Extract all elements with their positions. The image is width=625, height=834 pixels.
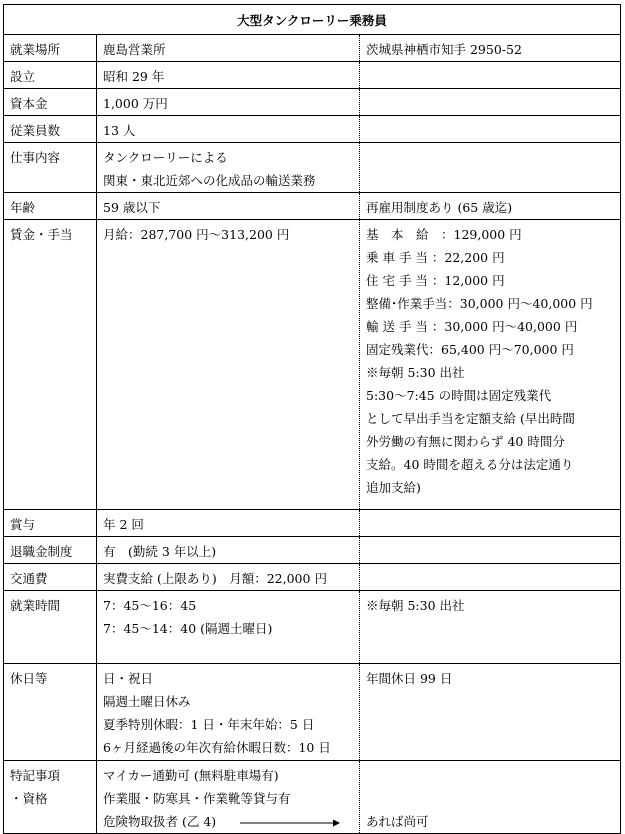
row-value: 鹿島営業所 (97, 35, 360, 62)
arrow-right-icon (240, 818, 340, 828)
table-row (4, 116, 621, 143)
row-note (360, 116, 621, 143)
row-note: 茨城県神栖市知手 2950-52 (360, 35, 621, 62)
row-value: タンクローリーによる 関東・東北近郊への化成品の輸送業務 (97, 143, 360, 193)
row-value: 昭和 29 年 (97, 62, 360, 89)
row-note (360, 143, 621, 193)
row-label: 年齢 (4, 193, 97, 220)
table-title: 大型タンクローリー乗務員 (4, 5, 621, 35)
row-note (360, 89, 621, 116)
row-note (360, 510, 621, 537)
row-value: マイカー通勤可 (無料駐車場有) 作業服・防寒具・作業靴等貸与有 危険物取扱者 (乙 4) (97, 761, 360, 834)
row-label: 交通費 (4, 564, 97, 591)
row-label: 賃金・手当 (4, 220, 97, 510)
row-label: 仕事内容 (4, 143, 97, 193)
job-listing-table (3, 4, 621, 834)
row-value: 7：45～16：45 7：45～14：40 (隔週土曜日) (97, 591, 360, 664)
row-value: 有 (勤続 3 年以上) (97, 537, 360, 564)
row-value: 日・祝日 隔週土曜日休み 夏季特別休暇：1 日・年末年始：5 日 6ヶ月経過後の年次有給休暇日数：10 日 (97, 664, 360, 761)
row-label: 退職金制度 (4, 537, 97, 564)
row-note (360, 564, 621, 591)
row-value: 59 歳以下 (97, 193, 360, 220)
row-value: 1,000 万円 (97, 89, 360, 116)
row-label: 資本金 (4, 89, 97, 116)
row-note (360, 62, 621, 89)
row-label: 従業員数 (4, 116, 97, 143)
title-row (4, 5, 621, 35)
row-label: 就業時間 (4, 591, 97, 664)
row-label: 設立 (4, 62, 97, 89)
table-row (4, 591, 621, 664)
table-row (4, 664, 621, 761)
table-row (4, 35, 621, 62)
table-row (4, 761, 621, 834)
row-note: あれば尚可 (360, 761, 621, 834)
row-label: 就業場所 (4, 35, 97, 62)
table-row (4, 564, 621, 591)
table-row (4, 537, 621, 564)
row-label: 特記事項 ・資格 (4, 761, 97, 834)
table-row (4, 143, 621, 193)
row-value: 13 人 (97, 116, 360, 143)
row-value: 実費支給 (上限あり) 月額：22,000 円 (97, 564, 360, 591)
row-note: 再雇用制度あり (65 歳迄) (360, 193, 621, 220)
row-value: 月給：287,700 円～313,200 円 (97, 220, 360, 510)
row-label: 賞与 (4, 510, 97, 537)
row-note: ※毎朝 5:30 出社 (360, 591, 621, 664)
table-row (4, 62, 621, 89)
table-row (4, 510, 621, 537)
table-row (4, 193, 621, 220)
row-label: 休日等 (4, 664, 97, 761)
row-note: 年間休日 99 日 (360, 664, 621, 761)
row-note (360, 537, 621, 564)
table-row (4, 220, 621, 510)
row-value: 年 2 回 (97, 510, 360, 537)
row-note: 基 本 給 ：129,000 円 乗 車 手 当 ：22,200 円 住 宅 手 当 ：12,000 円 整備･作業手当：30,000 円～40,000 円 輸 送 手 当 ：30,000 円～40,000 円 固定残業代：65,400 円～70,000 円 ※毎朝 5:30 出社 5:30～7:45 の時間は固定残業代 として早出手当を定額支給 (早出時間 外労働の有無に関わらず 40 時間分 支給。40 時間を超える分は法定通り 追加支給) (360, 220, 621, 510)
table-row (4, 89, 621, 116)
